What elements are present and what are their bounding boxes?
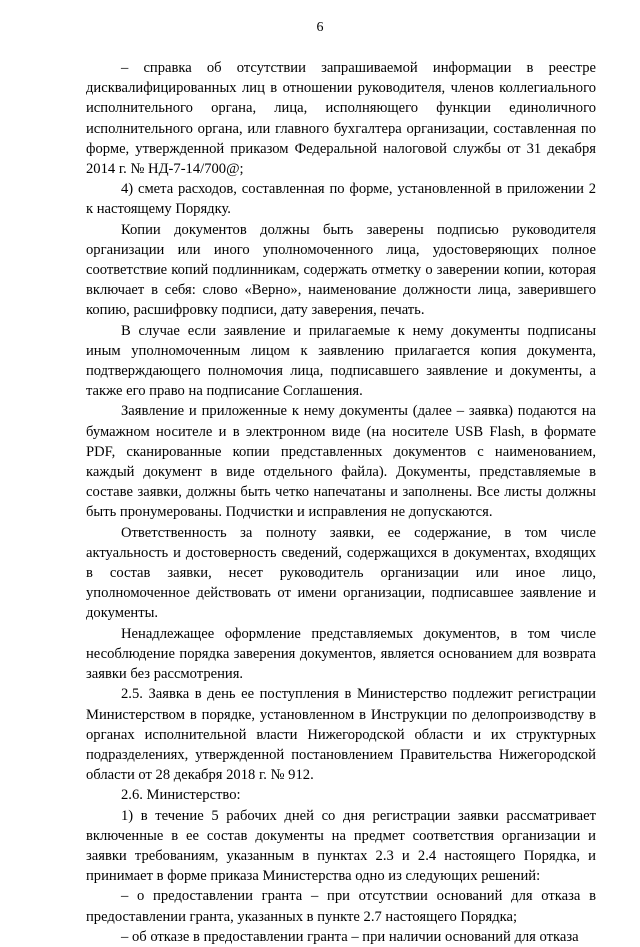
- paragraph-responsibility: Ответственность за полноту заявки, ее содержание, в том числе актуальность и достоверность сведений, содержащихся в документах, входящих в состав заявки, несет руководитель организации или иное лицо, уполномоченное действовать от имени организации, подписавшее заявление и документы.: [86, 524, 596, 622]
- paragraph-copy-certification: Копии документов должны быть заверены подписью руководителя организации или иного уполномоченного лица, удостоверяющих полное соответствие копий подлинникам, содержать отметку о заверении копии, которая включает в себя: слово «Верно», наименование должности лица, заверившего копию, расшифровку подписи, дату заверения, печать.: [86, 221, 596, 319]
- document-body: [86, 58, 596, 947]
- paragraph-cost-estimate: 4) смета расходов, составленная по форме, установленной в приложении 2 к настоящему Порядку.: [86, 181, 596, 218]
- paragraph-section-2-5: 2.5. Заявка в день ее поступления в Министерство подлежит регистрации Министерством в порядке, установленном в Инструкции по делопроизводству в органах исполнительной власти Нижегородской области и их структурных подразделениях, утвержденной постановлением Правительства Нижегородской области от 28 декабря 2018 г. № 912.: [86, 686, 596, 784]
- paragraph-grant-refusal: – об отказе в предоставлении гранта – при наличии оснований для отказа: [121, 928, 579, 945]
- paragraph-application-submission: Заявление и приложенные к нему документы (далее – заявка) подаются на бумажном носителе и в электронном виде (на носителе USB Flash, в формате PDF, сканированные копии представленных документов с наименованием, каждый документ в виде отдельного файла). Документы, представляемые в составе заявки, должны быть четко напечатаны и заполнены. Все листы должны быть пронумерованы. Подчистки и исправления не допускаются.: [86, 403, 596, 521]
- paragraph-grant-approval: – о предоставлении гранта – при отсутствии оснований для отказа в предоставлении гранта, указанных в пункте 2.7 настоящего Порядка;: [86, 888, 596, 925]
- paragraph-improper-formatting: Ненадлежащее оформление представляемых документов, в том числе несоблюдение порядка заверения документов, является основанием для возврата заявки без рассмотрения.: [86, 625, 596, 683]
- paragraph-section-2-6: 2.6. Министерство:: [121, 787, 241, 804]
- paragraph-review-period: 1) в течение 5 рабочих дней со дня регистрации заявки рассматривает включенные в ее состав документы на предмет соответствия организации и заявки требованиям, указанным в пунктах 2.3 и 2.4 настоящего Порядка, и принимает в форме приказа Министерства одно из следующих решений:: [86, 807, 596, 885]
- paragraph-disqualification-certificate: – справка об отсутствии запрашиваемой информации в реестре дисквалифицированных лиц в отношении руководителя, членов коллегиального исполнительного органа, лица, исполняющего функции единоличного исполнительного органа, или главного бухгалтера организации, составленная по форме, утвержденной приказом Федеральной налоговой службы от 31 декабря 2014 г. № НД-7-14/700@;: [86, 60, 596, 178]
- page-number: 6: [316, 20, 324, 35]
- paragraph-authorized-person: В случае если заявление и прилагаемые к нему документы подписаны иным уполномоченным лицом к заявлению прилагается копия документа, подтверждающего полномочия лица, подписавшего заявление и документы, а также его право на подписание Соглашения.: [86, 322, 596, 400]
